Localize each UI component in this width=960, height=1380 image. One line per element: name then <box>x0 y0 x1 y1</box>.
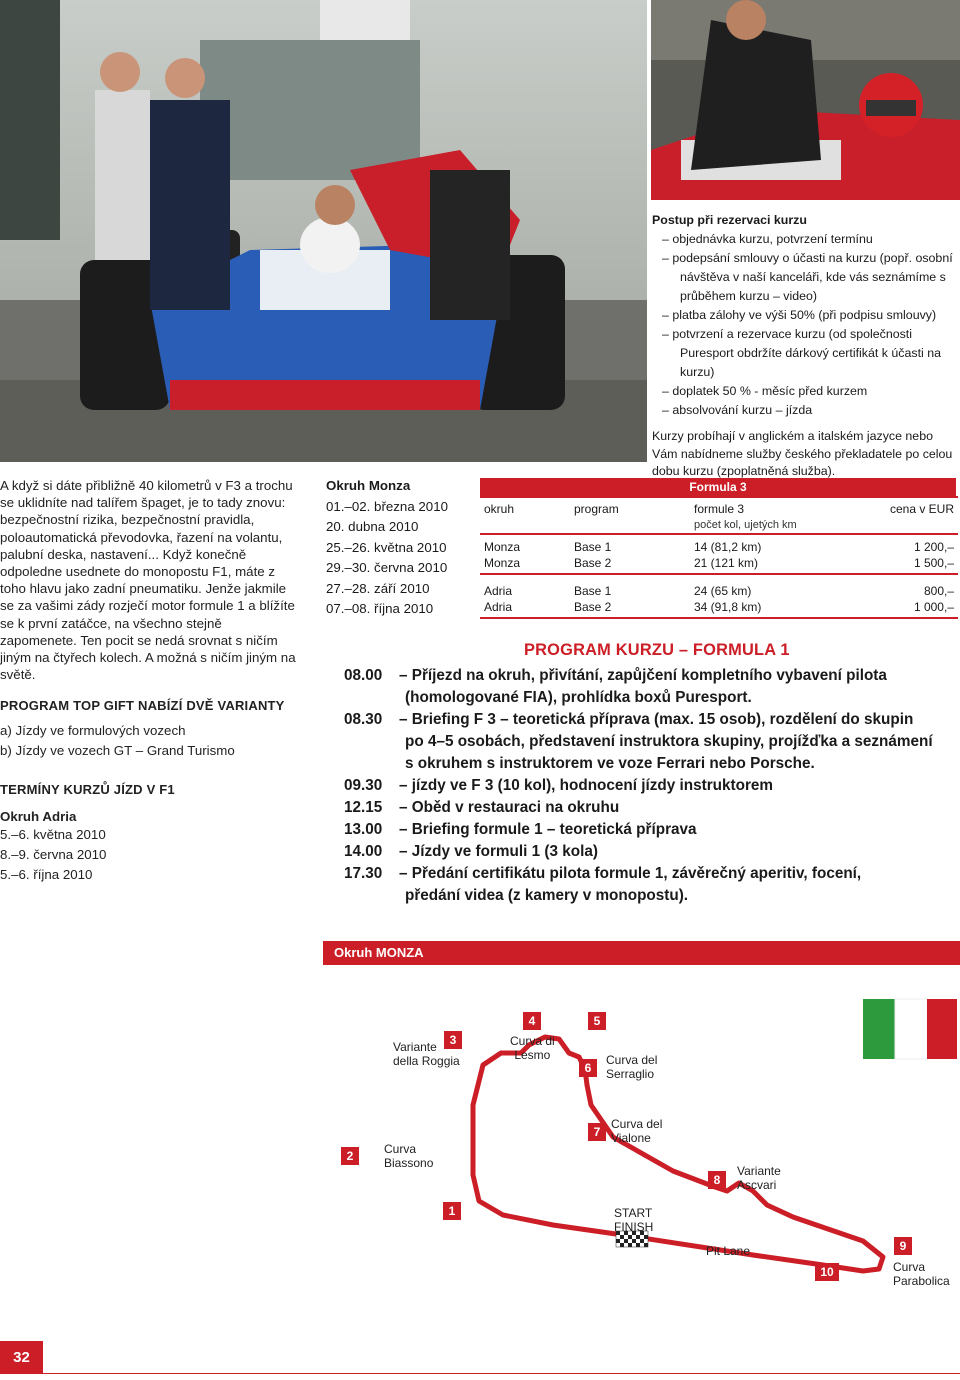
program-text: – Briefing F 3 – teoretická příprava (max. 15 osob), rozdělení do skupin <box>399 711 914 728</box>
program-text: – Příjezd na okruh, přivítání, zapůjčení kompletního vybavení pilota <box>399 667 887 684</box>
col-header: cena v EUR <box>840 497 958 518</box>
table-row <box>480 556 958 575</box>
program-item <box>344 665 944 709</box>
reservation-step: – objednávka kurzu, potvrzení termínu <box>662 232 873 246</box>
photo-driver-in-cockpit <box>651 0 960 200</box>
program-text: (homologované FIA), prohlídka boxů Puresport. <box>405 689 752 706</box>
footer-rule <box>43 1373 960 1374</box>
table-row <box>480 584 958 600</box>
cell-price: 1 500,– <box>840 556 958 575</box>
program-time: 14.00 <box>344 843 383 860</box>
cell-program: Base 1 <box>574 584 612 598</box>
reservation-heading: Postup při rezervaci kurzu <box>652 213 807 227</box>
program-text: – Jízdy ve formuli 1 (3 kola) <box>399 843 598 860</box>
date-item: 25.–26. května 2010 <box>326 539 447 555</box>
program-item <box>344 797 944 819</box>
photo-formula-car-pit <box>0 0 647 462</box>
reservation-step: – podepsání smlouvy o účasti na kurzu (popř. osobní návštěva v naší kanceláři, kde vás seznámíme s průběhem kurzu – video) <box>662 251 953 303</box>
cell-circuit: Monza <box>480 556 570 575</box>
cell-price: 1 200,– <box>913 540 954 554</box>
cell-program: Base 1 <box>574 540 612 554</box>
intro-column <box>0 477 300 885</box>
corner-3-number: 3 <box>444 1031 462 1049</box>
reservation-step: – doplatek 50 % - měsíc před kurzem <box>662 384 868 398</box>
cell-circuit: Adria <box>480 600 570 619</box>
corner-7-label: Curva del Vialone <box>611 1117 663 1145</box>
track-path <box>473 1037 883 1271</box>
date-item: 5.–6. května 2010 <box>0 827 106 843</box>
program-item <box>344 819 944 841</box>
program-time: 17.30 <box>344 865 383 882</box>
col-header: okruh <box>480 497 570 518</box>
intro-paragraph: A když si dáte přibližně 40 kilometrů v F3 a trochu se uklidníte nad talířem špaget, je to tady znovu: bezpečnostní rizika, bezpečnostní pravidla, poloautomatická převodovka, řazení na volantu, palubní deska, nastavení... Když konečně odpoledne usednete do monopostu F1, máte z toho hlavu jako zadní pneumatiku. Jenže jakmile se za vašimi zády rozječí motor formule 1 a blížíte se k první zatáčce, na všechno stejně zapomenete. Ten pocit se nedá srovnat s ničím jiným na čtyřech kolech. A možná s ničím jiným na světě. <box>0 478 296 683</box>
monza-track-map <box>323 965 960 1313</box>
corner-4-label: Curva di Lesmo <box>510 1034 555 1062</box>
corner-6-number: 6 <box>579 1059 597 1077</box>
variants-list <box>0 721 300 761</box>
reservation-procedure <box>652 211 958 481</box>
col-subheader: počet kol, ujetých km <box>694 518 797 531</box>
date-item: 5.–6. října 2010 <box>0 867 93 883</box>
program-item <box>344 709 944 775</box>
adria-heading: Okruh Adria <box>0 808 77 824</box>
corner-2-number: 2 <box>341 1147 359 1165</box>
program-time: 12.15 <box>344 799 383 816</box>
program-time: 13.00 <box>344 821 383 838</box>
program-item <box>344 863 944 907</box>
col-header: program <box>570 497 690 518</box>
italian-flag-icon <box>863 999 957 1059</box>
program-schedule <box>344 665 944 907</box>
monza-dates <box>326 476 486 620</box>
col-header: formule 3 <box>690 497 840 518</box>
reservation-step: – absolvování kurzu – jízda <box>662 403 813 417</box>
cell-program: Base 2 <box>570 600 690 619</box>
corner-10-number: 10 <box>815 1263 839 1281</box>
language-note: Kurzy probíhají v anglickém a italském jazyce nebo Vám nabídneme služby českého překladatele po celou dobu kurzu (zpoplatněná služba). <box>652 429 953 478</box>
program-time: 09.30 <box>344 777 383 794</box>
page-number: 32 <box>0 1341 43 1374</box>
cell-price: 800,– <box>923 584 954 598</box>
corner-4-number: 4 <box>523 1012 541 1030</box>
cell-circuit: Monza <box>484 540 521 554</box>
table-row <box>480 600 958 619</box>
corner-8-number: 8 <box>708 1171 726 1189</box>
date-item: 27.–28. září 2010 <box>326 580 430 596</box>
cell-laps: 34 (91,8 km) <box>690 600 840 619</box>
table-title: Formula 3 <box>480 478 956 496</box>
reservation-step: – potvrzení a rezervace kurzu (od společnosti Puresport obdržíte dárkový certifikát k účasti na kurzu) <box>662 327 942 379</box>
corner-3-label: Variante della Roggia <box>393 1040 460 1068</box>
corner-9-label: Curva Parabolica <box>893 1260 950 1288</box>
program-item <box>344 841 944 863</box>
cell-laps: 14 (81,2 km) <box>694 540 762 554</box>
date-item: 07.–08. října 2010 <box>326 601 434 616</box>
terms-heading: TERMÍNY KURZŮ JÍZD V F1 <box>0 781 175 797</box>
program-heading: PROGRAM KURZU – FORMULA 1 <box>524 641 790 659</box>
program-text: po 4–5 osobách, představení instruktora skupiny, projížďka a seznámení s okruhem s instruktorem ve voze Ferrari nebo Porsche. <box>405 733 933 772</box>
map-title: Okruh MONZA <box>323 941 960 965</box>
corner-1-number: 1 <box>443 1202 461 1220</box>
corner-2-label: Curva Biassono <box>384 1142 434 1170</box>
program-item <box>344 775 944 797</box>
adria-dates <box>0 825 300 885</box>
program-time: 08.30 <box>344 711 383 728</box>
date-item: 29.–30. června 2010 <box>326 560 448 575</box>
program-text: – Předání certifikátu pilota formule 1, závěrečný aperitiv, focení, <box>399 865 862 882</box>
corner-8-label: Variante Ascvari <box>737 1164 781 1192</box>
cell-laps: 24 (65 km) <box>694 584 752 598</box>
corner-5-number: 5 <box>588 1012 606 1030</box>
reservation-step: – platba zálohy ve výši 50% (při podpisu smlouvy) <box>662 308 937 322</box>
program-text: – jízdy ve F 3 (10 kol), hodnocení jízdy instruktorem <box>399 777 774 794</box>
program-text: – Briefing formule 1 – teoretická příprava <box>399 821 697 838</box>
cell-price: 1 000,– <box>840 600 958 619</box>
cell-circuit: Adria <box>484 584 513 598</box>
program-text: – Oběd v restauraci na okruhu <box>399 799 620 816</box>
reservation-steps <box>652 230 958 420</box>
cell-laps: 21 (121 km) <box>690 556 840 575</box>
variants-heading: PROGRAM TOP GIFT NABÍZÍ DVĚ VARIANTY <box>0 698 285 714</box>
program-text: předání videa (z kamery v monopostu). <box>405 887 689 904</box>
pit-lane-label: Pit Lane <box>706 1244 751 1258</box>
corner-9-number: 9 <box>894 1237 912 1255</box>
variant-item: b) Jízdy ve vozech GT – Grand Turismo <box>0 742 235 758</box>
cell-program: Base 2 <box>570 556 690 575</box>
table-row <box>480 540 958 556</box>
date-item: 8.–9. června 2010 <box>0 847 107 863</box>
date-item: 20. dubna 2010 <box>326 519 419 534</box>
formula3-price-table <box>480 478 958 619</box>
corner-6-label: Curva del Serraglio <box>606 1053 658 1081</box>
variant-item: a) Jízdy ve formulových vozech <box>0 722 186 738</box>
date-item: 01.–02. března 2010 <box>326 498 448 514</box>
start-finish-label: START FINISH <box>614 1206 654 1234</box>
program-time: 08.00 <box>344 667 383 684</box>
corner-7-number: 7 <box>588 1123 606 1141</box>
monza-heading: Okruh Monza <box>326 478 411 493</box>
